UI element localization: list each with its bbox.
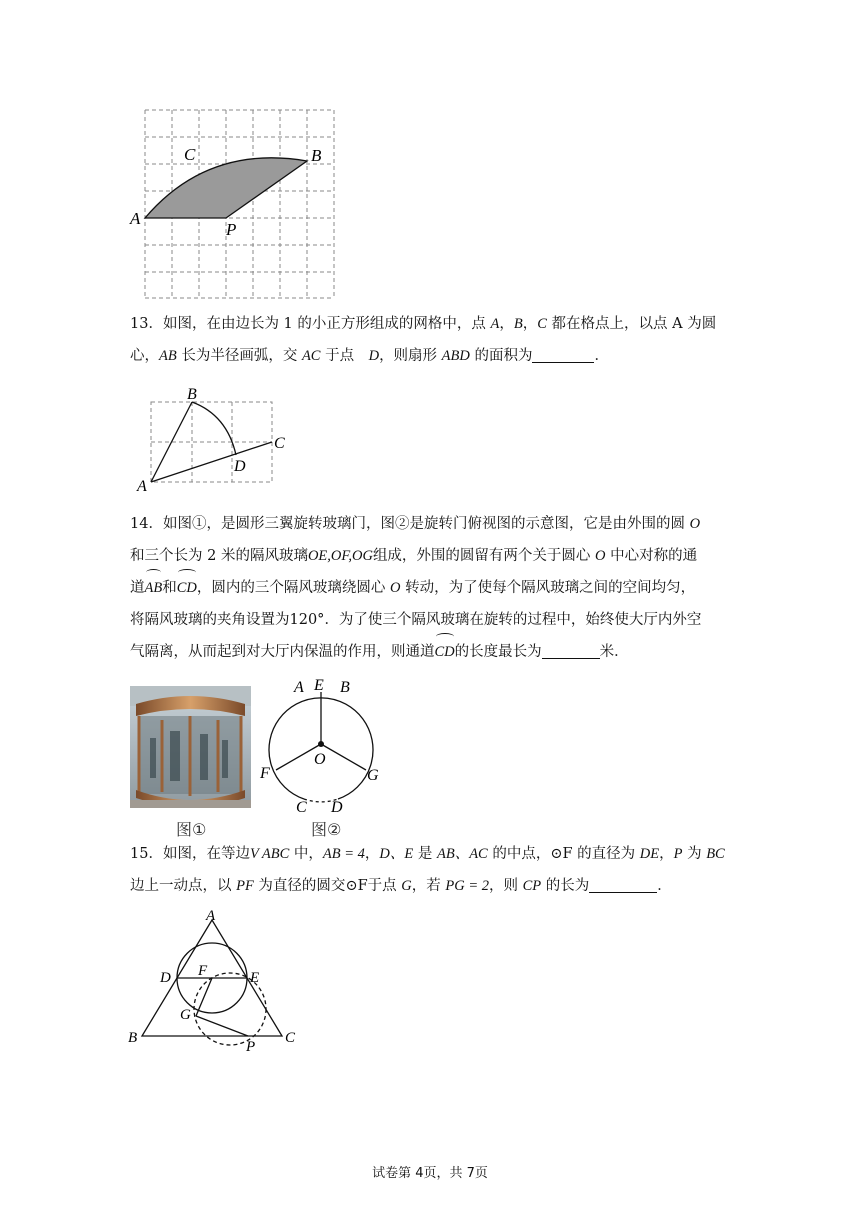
label-D: D (160, 970, 171, 986)
label-C: C (285, 1030, 296, 1046)
label-D: D (234, 458, 246, 475)
q13-figure (132, 385, 297, 495)
answer-blank[interactable] (532, 346, 594, 363)
label-G: G (180, 1007, 191, 1023)
label-A: A (130, 209, 141, 228)
label-B: B (128, 1030, 138, 1046)
answer-blank[interactable] (542, 642, 600, 659)
fig2-caption: 图② (311, 820, 342, 839)
label-B: B (340, 679, 350, 696)
label-B: B (187, 386, 197, 403)
label-A: A (294, 679, 304, 696)
q15-figure (126, 904, 306, 1054)
answer-blank[interactable] (589, 876, 657, 893)
label-E: E (250, 970, 260, 986)
label-B: B (311, 146, 322, 165)
label-F: F (260, 765, 270, 782)
label-O: O (314, 751, 326, 768)
question-15: 15．如图，在等边V ABC 中，AB = 4，D、E 是 AB、AC 的中点，⊙F 的直径为 DE，P 为 BC 边上一动点，以 PF 为直径的圆交⊙F于点 G，若 PG = 2，则 CP 的长为 ． (130, 846, 725, 894)
question-14: 14．如图①，是圆形三翼旋转玻璃门，图②是旋转门俯视图的示意图，它是由外围的圆 O 和三个长为 2 米的隔风玻璃OE,OF,OG组成，外围的圆留有两个关于圆心 O 中心对称的通 道AB和CD，圆内的三个隔风玻璃绕圆心 O 转动，为了使每个隔风玻璃之间的空间均匀， 将隔风玻璃的夹角设置为120°．为了使三个隔风玻璃在旋转的过程中，始终使大厅内外空 气隔离，从而起到对大厅内保温的作用，则通道CD的长度最长为 米． (130, 508, 730, 668)
label-F: F (198, 963, 208, 979)
label-C: C (274, 435, 285, 452)
label-C: C (296, 799, 307, 816)
label-A: A (137, 478, 147, 495)
q12-grid-figure (128, 104, 343, 304)
shaded-sector (145, 158, 307, 218)
question-13: 13．如图，在由边长为 1 的小正方形组成的网格中，点 A，B，C 都在格点上，以点 A 为圆 心，AB 长为半径画弧，交 AC 于点 D，则扇形 ABD 的面积为 ． (130, 316, 717, 364)
revolving-door-photo (130, 686, 251, 808)
q14-figure-2 (258, 676, 384, 818)
label-G: G (367, 767, 379, 784)
label-P: P (226, 220, 237, 239)
label-E: E (314, 677, 324, 694)
label-C: C (184, 145, 196, 164)
page-footer: 试卷第 4页，共 7页 (372, 1166, 488, 1181)
fig1-caption: 图① (176, 820, 207, 839)
label-D: D (331, 799, 343, 816)
label-A: A (206, 908, 216, 924)
label-P: P (246, 1039, 256, 1054)
